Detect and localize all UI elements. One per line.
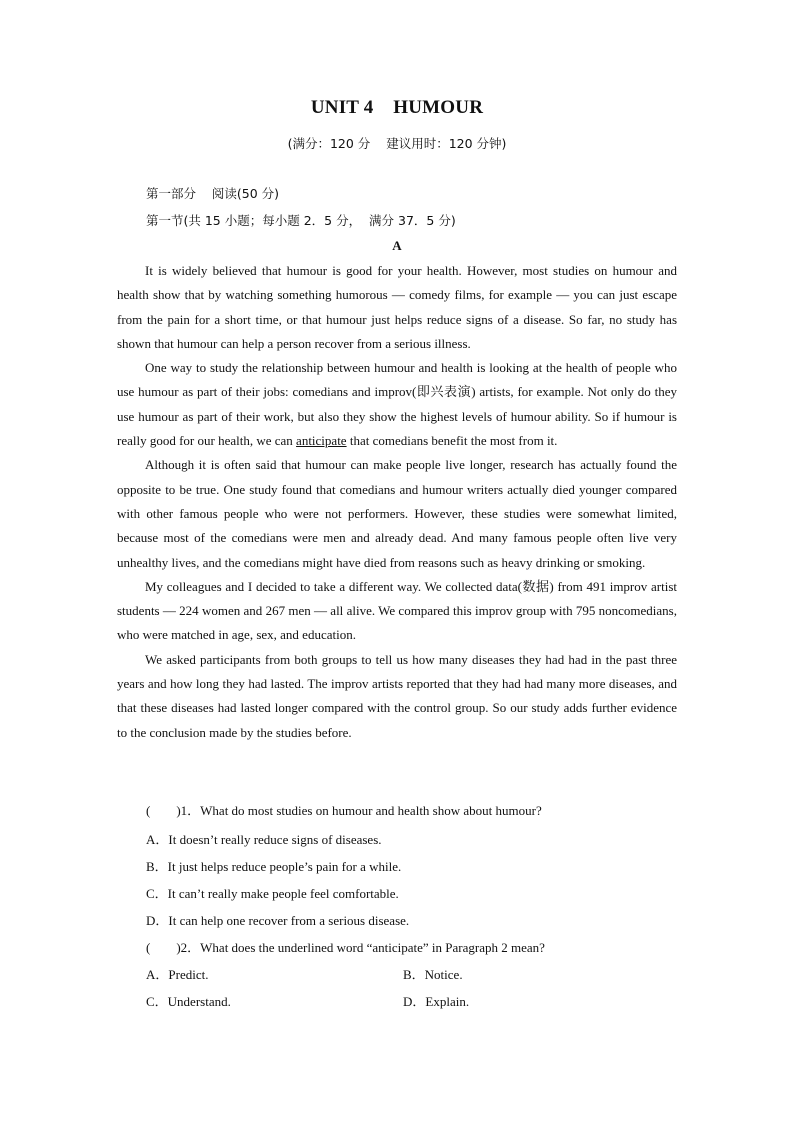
paragraph-3: Although it is often said that humour can make people live longer, research has actually found the opposite to be true. One study found that comedians and humour writers actually died younger compared with other famous people who were not performers. However, these studies were somewhat limited, because most of the comedians were men and already dead. And many famous people often live very unhealthy lives, and the comedians might have died from reasons such as heavy drinking or smoking. (117, 457, 677, 570)
question-2-option-a: A．Predict. (146, 967, 209, 982)
question-1-option-a: A．It doesn’t really reduce signs of diseases. (146, 832, 382, 847)
question-2-option-b: B．Notice. (403, 967, 463, 982)
passage-label: A (392, 238, 402, 253)
subsection-heading: 第一节(共 15 小题；每小题 2．5 分， 满分 37．5 分) (146, 213, 456, 228)
paragraph-1: It is widely believed that humour is good for your health. However, most studies on humour and health show that by watching something humorous — comedy films, for example — you can just escape from the pain for a short time, or that humour just helps reduce signs of a disease. So far, no study has shown that humour can help a person recover from a serious illness. (117, 263, 677, 351)
part-heading: 第一部分 阅读(50 分) (146, 186, 280, 201)
paragraph-2-text-b: that comedians benefit the most from it. (346, 433, 558, 449)
question-2-stem: ( )2．What does the underlined word “anticipate” in Paragraph 2 mean? (146, 940, 545, 955)
paragraph-4: My colleagues and I decided to take a different way. We collected data(数据) from 491 improv artist students — 224 women and 267 men — all alive. We compared this improv group with 795 noncomedians, who were matched in age, sex, and education. (117, 578, 677, 643)
question-1-stem: ( )1．What do most studies on humour and health show about humour? (146, 803, 542, 818)
question-1-option-b: B．It just helps reduce people’s pain for a while. (146, 859, 402, 874)
unit-title: UNIT 4 HUMOUR (310, 97, 484, 118)
question-1-option-c: C．It can’t really make people feel comfortable. (146, 886, 399, 901)
paragraph-2-text-a: One way to study the relationship between humour and health is looking at the health of people who use humour as part of their jobs: comedians and improv(即兴表演) artists, for example. Not only do they use humour as part of their work, but also they show the highest levels of humour ability. So if humour is really good for our health, we can (117, 360, 677, 449)
question-1-option-d: D．It can help one recover from a serious disease. (146, 913, 410, 928)
paragraph-5: We asked participants from both groups to tell us how many diseases they had had in the past three years and how long they had lasted. The improv artists reported that they had had many more diseases, and that these diseases had lasted longer compared with the control group. So our study adds further evidence to the conclusion made by the studies before. (117, 651, 677, 740)
underlined-word: anticipate (296, 433, 347, 449)
question-2-option-c: C．Understand. (146, 994, 231, 1009)
time-score-note: (满分：120 分 建议用时：120 分钟) (287, 136, 507, 151)
question-2-option-d: D．Explain. (403, 994, 470, 1009)
paragraph-2 (117, 356, 677, 453)
passage-body (117, 259, 677, 745)
